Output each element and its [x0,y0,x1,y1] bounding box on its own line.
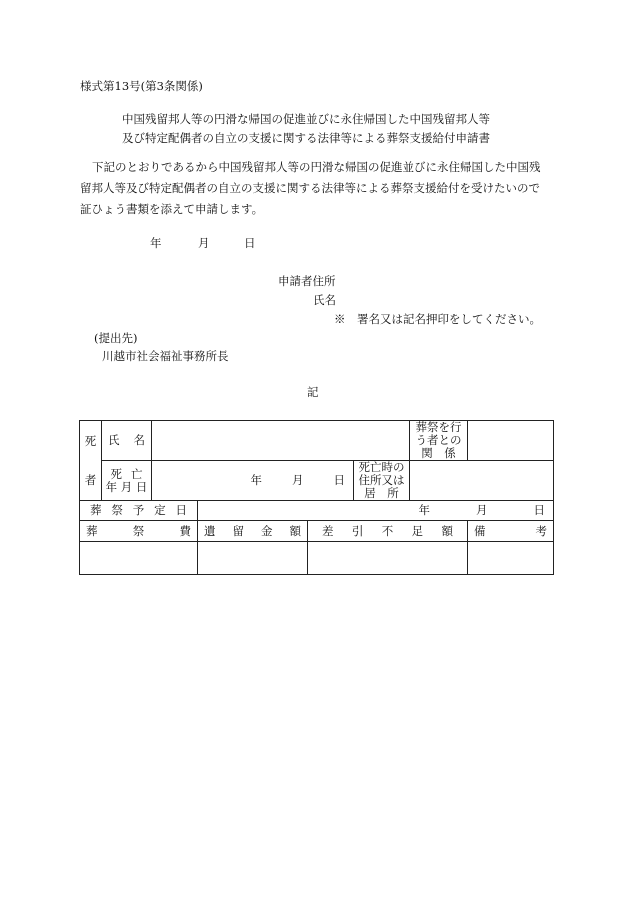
funeral-support-table [79,420,554,575]
applicant-name-label: 氏名 [313,293,336,307]
form-title-line2: 及び特定配偶者の自立の支援に関する法律等による葬祭支援給付申請書 [122,131,490,145]
applicant-address-label: 申請者住所 [278,274,336,288]
deceased-label: 死 者 [80,421,102,501]
deceased-name-field[interactable] [152,421,410,461]
date-year: 年 [150,236,162,250]
death-address-label: 死亡時の 住所又は 居 所 [354,461,410,501]
funeral-date-label: 葬 祭 予 定 日 [80,501,198,521]
form-title-line1: 中国残留邦人等の円滑な帰国の促進並びに永住帰国した中国残留邦人等 [122,112,490,126]
death-date-field[interactable]: 年 月 日 [152,461,354,501]
remarks-field[interactable] [468,542,554,575]
funeral-cost-header: 葬 祭 費 [80,521,198,542]
body-line-3: 証ひょう書類を添えて申請します。 [80,202,264,216]
body-paragraph [80,157,550,220]
ki-heading: 記 [307,385,319,399]
funeral-date-field[interactable]: 年 月 日 [198,501,554,521]
name-label: 氏 名 [102,421,152,461]
date-day: 日 [244,236,256,250]
submission-label: (提出先) [94,331,138,345]
body-line-1: 下記のとおりであるから中国残留邦人等の円滑な帰国の促進並びに永住帰国した中国残 [92,160,541,174]
relation-field[interactable] [468,421,554,461]
funeral-cost-field[interactable] [80,542,198,575]
signature-note: ※ 署名又は記名押印をしてください。 [334,312,541,326]
remaining-money-field[interactable] [198,542,308,575]
date-month: 月 [198,236,210,250]
submission-recipient: 川越市社会福祉事務所長 [102,349,229,363]
body-line-2: 留邦人等及び特定配偶者の自立の支援に関する法律等による葬祭支援給付を受けたいので [80,181,540,195]
shortfall-header: 差 引 不 足 額 [308,521,468,542]
form-number: 様式第13号(第3条関係) [80,79,203,93]
death-address-field[interactable] [410,461,554,501]
remaining-money-header: 遺 留 金 額 [198,521,308,542]
death-date-label: 死 亡 年 月 日 [102,461,152,501]
relation-label: 葬祭を行 う者との 関 係 [410,421,468,461]
shortfall-field[interactable] [308,542,468,575]
remarks-header: 備 考 [468,521,554,542]
